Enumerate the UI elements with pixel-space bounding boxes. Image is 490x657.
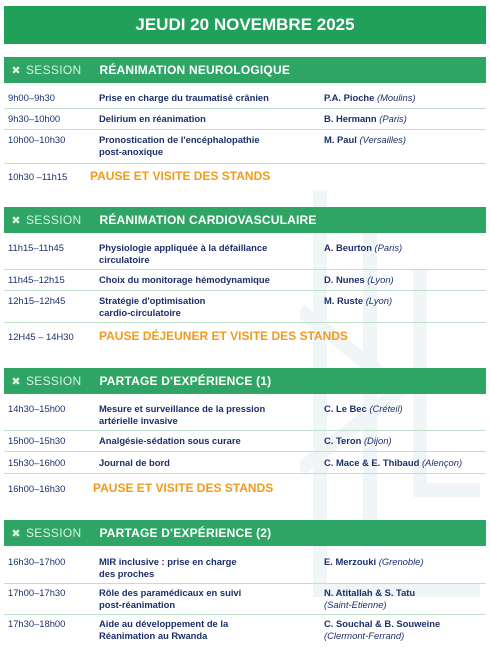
speaker-city: (Créteil) <box>369 403 403 414</box>
row-divider <box>4 473 486 474</box>
session-label: SESSION <box>26 526 82 540</box>
title-line-2: cardio-circulatoire <box>99 307 181 318</box>
title-line-1: Physiologie appliquée à la défaillance <box>99 242 268 253</box>
row-speaker <box>324 92 484 104</box>
speaker-name: M. Ruste <box>324 295 364 306</box>
row-title: Journal de bord <box>99 457 170 468</box>
speaker-city: (Moulins) <box>376 92 416 103</box>
pause-time: 16h00–16h30 <box>8 483 66 494</box>
row-title: Prise en charge du traumatisé crânien <box>99 92 269 103</box>
speaker-name: C. Souchal & B. Souweine <box>324 618 441 629</box>
session-label: SESSION <box>26 374 82 388</box>
row-speaker <box>324 457 484 469</box>
session-title: PARTAGE D'EXPÉRIENCE (1) <box>99 374 272 388</box>
session-label: SESSION <box>26 213 82 227</box>
cross-icon: ✖ <box>11 527 21 540</box>
title-line-1: Rôle des paramédicaux en suivi <box>99 587 242 598</box>
title-line-2: artérielle invasive <box>99 415 178 426</box>
session-header-cardio <box>4 207 486 233</box>
row-speaker <box>324 274 484 286</box>
row-time: 15h30–16h00 <box>8 457 66 468</box>
title-line-2: circulatoire <box>99 254 150 265</box>
speaker-name: A. Beurton <box>324 242 372 253</box>
speaker-city: (Paris) <box>374 242 403 253</box>
title-line-2: post-anoxique <box>99 146 164 157</box>
row-speaker <box>324 403 484 415</box>
session-header-partage-2 <box>4 520 486 546</box>
day-title: JEUDI 20 NOVEMBRE 2025 <box>135 15 355 34</box>
pause-label: PAUSE DÉJEUNER ET VISITE DES STANDS <box>99 329 348 343</box>
session-label: SESSION <box>26 63 82 77</box>
row-time: 12h15–12h45 <box>8 295 66 306</box>
speaker-city: (Grenoble) <box>378 556 424 567</box>
speaker-name: N. Atitallah & S. Tatu <box>324 587 416 598</box>
row-title <box>99 618 319 642</box>
speaker-name: C. Le Bec <box>324 403 367 414</box>
cross-icon: ✖ <box>11 375 21 388</box>
speaker-name: C. Mace & E. Thibaud <box>324 457 420 468</box>
row-title: Delirium en réanimation <box>99 113 206 124</box>
speaker-city: (Saint-Etienne) <box>324 599 387 610</box>
day-header <box>4 6 486 44</box>
session-title: PARTAGE D'EXPÉRIENCE (2) <box>99 526 272 540</box>
row-time: 9h00–9h30 <box>8 92 55 103</box>
speaker-city: (Paris) <box>379 113 407 124</box>
title-line-1: Mesure et surveillance de la pression <box>99 403 266 414</box>
row-divider <box>4 129 486 130</box>
row-time: 10h00–10h30 <box>8 134 66 145</box>
row-time: 16h30–17h00 <box>8 556 66 567</box>
row-divider <box>4 451 486 452</box>
row-title <box>99 556 319 580</box>
pause-time: 10h30 –11h15 <box>8 171 68 182</box>
row-title: Analgésie-sédation sous curare <box>99 435 241 446</box>
session-header-partage-1 <box>4 368 486 394</box>
title-line-1: Aide au développement de la <box>99 618 229 629</box>
session-title: RÉANIMATION CARDIOVASCULAIRE <box>99 213 317 227</box>
row-time: 11h45–12h15 <box>8 274 65 285</box>
speaker-city: (Clermont-Ferrand) <box>324 630 405 641</box>
row-time: 9h30–10h00 <box>8 113 61 124</box>
row-title <box>99 134 319 158</box>
row-speaker <box>324 435 484 447</box>
speaker-name: P.A. Pioche <box>324 92 375 103</box>
row-divider <box>4 290 486 291</box>
row-divider <box>4 430 486 431</box>
speaker-city: (Lyon) <box>367 274 394 285</box>
row-speaker <box>324 587 484 611</box>
title-line-2: Réanimation au Rwanda <box>99 630 208 641</box>
speaker-city: (Dijon) <box>363 435 392 446</box>
pause-time: 12H45 – 14H30 <box>8 331 74 342</box>
row-divider <box>4 614 486 615</box>
row-speaker <box>324 242 484 254</box>
row-speaker <box>324 113 484 125</box>
row-title <box>99 587 319 611</box>
row-time: 14h30–15h00 <box>8 403 66 414</box>
speaker-name: M. Paul <box>324 134 357 145</box>
speaker-city: (Alençon) <box>421 457 463 468</box>
session-header-neuro <box>4 57 486 83</box>
row-speaker <box>324 134 484 146</box>
speaker-name: B. Hermann <box>324 113 377 124</box>
cross-icon: ✖ <box>11 64 21 77</box>
row-speaker <box>324 556 484 568</box>
row-divider <box>4 163 486 164</box>
row-title <box>99 403 319 427</box>
row-divider <box>4 108 486 109</box>
speaker-name: D. Nunes <box>324 274 365 285</box>
row-divider <box>4 322 486 323</box>
pause-label: PAUSE ET VISITE DES STANDS <box>93 481 274 495</box>
title-line-1: Stratégie d'optimisation <box>99 295 206 306</box>
row-title: Choix du monitorage hémodynamique <box>99 274 270 285</box>
speaker-name: C. Teron <box>324 435 362 446</box>
row-divider <box>4 583 486 584</box>
row-divider <box>4 269 486 270</box>
row-time: 15h00–15h30 <box>8 435 66 446</box>
row-time: 17h30–18h00 <box>8 618 66 629</box>
row-speaker <box>324 295 484 307</box>
row-title <box>99 295 319 319</box>
title-line-2: des proches <box>99 568 155 579</box>
pause-label: PAUSE ET VISITE DES STANDS <box>90 169 271 183</box>
row-time: 17h00–17h30 <box>8 587 66 598</box>
speaker-city: (Versailles) <box>359 134 406 145</box>
row-title <box>99 242 319 266</box>
title-line-1: Pronostication de l'encéphalopathie <box>99 134 260 145</box>
title-line-1: MIR inclusive : prise en charge <box>99 556 237 567</box>
cross-icon: ✖ <box>11 214 21 227</box>
row-time: 11h15–11h45 <box>8 242 64 253</box>
session-title: RÉANIMATION NEUROLOGIQUE <box>99 63 291 77</box>
title-line-2: post-réanimation <box>99 599 176 610</box>
row-speaker <box>324 618 484 642</box>
speaker-city: (Lyon) <box>365 295 393 306</box>
speaker-name: E. Merzouki <box>324 556 377 567</box>
